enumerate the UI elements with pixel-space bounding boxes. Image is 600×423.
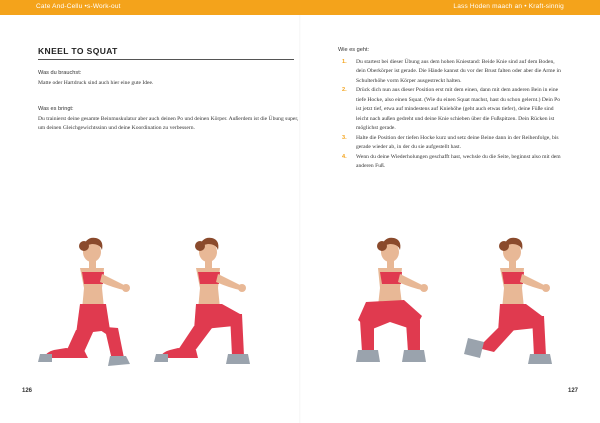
step-item <box>338 86 564 134</box>
header-bar <box>0 0 600 15</box>
step-number: 2. <box>342 87 347 93</box>
running-head-right: Lass Hoden maach an • Kraft-sinnig <box>453 3 564 10</box>
deep-squat-photo <box>330 230 450 380</box>
kneeling-upright-photo <box>30 230 150 380</box>
step-text: Du startest bei dieser Übung aus dem hohen Kniestand: Beide Knie sind auf dem Boden, dein Oberkörper ist gerade. Die Hände kannst du vor der Brust falten oder aber die Arme in Schulterhöhe vorm Körper ausgestreckt halten. <box>356 58 561 84</box>
running-head-left: Cate And-Cellu •s-Work-out <box>36 3 121 10</box>
title-rule <box>38 59 294 60</box>
equipment-heading: Was du brauchst: <box>38 70 82 76</box>
exercise-title: KNEEL TO SQUAT <box>38 46 118 56</box>
step-number: 4. <box>342 153 347 160</box>
step-number: 3. <box>342 134 347 141</box>
equipment-text: Matte oder Hartdruck sind auch hier eine gute Idee. <box>38 79 154 86</box>
step-number: 1. <box>342 58 347 65</box>
step-item <box>338 58 564 87</box>
benefit-text: Du trainierst deine gesamte Beinmuskulatur aber auch deinen Po und deinen Körper. Außerdem ist die Übung super, um deinen Gleichgewichtssinn und deine Koordination zu verbessern. <box>38 115 299 131</box>
benefit-heading: Was es bringt: <box>38 106 74 112</box>
lowering-kneel-photo <box>450 230 570 380</box>
page-number-right: 127 <box>567 388 578 394</box>
step-item <box>338 153 564 172</box>
step-text: Drück dich nun aus dieser Position erst mit dem einen, dann mit dem anderen Bein in eine tiefe Hocke, also einen Squat. (Wie du einen Squat machst, hast du schon gelernt.) Dein Po ist jetzt tief, etwa auf mindestens auf Kniehöhe (geht auch etwas tiefer), deine Füße sind leicht nach außen gedreht und deine Knie schieben über die Fußspitzen. Dein Rücken ist möglichst gerade. <box>356 87 561 131</box>
step-item <box>338 134 564 153</box>
instructions-section <box>338 46 564 172</box>
instructions-list <box>338 58 564 172</box>
instructions-heading: Wie es geht: <box>338 47 370 53</box>
step-text: Wenn du deine Wiederholungen geschafft hast, wechsle du die Seite, beginnst also mit dem anderen Fuß. <box>356 153 561 169</box>
step-text: Halte die Position der tiefen Hocke kurz und setz deine Beine dann in der Reihenfolge, bis gerade wieder ab, in der du sie aufgestellt hast. <box>356 134 559 150</box>
kneeling-step-photo <box>150 230 270 380</box>
equipment-section <box>38 69 300 88</box>
benefit-section <box>38 105 300 134</box>
page-number-left: 126 <box>22 388 33 394</box>
